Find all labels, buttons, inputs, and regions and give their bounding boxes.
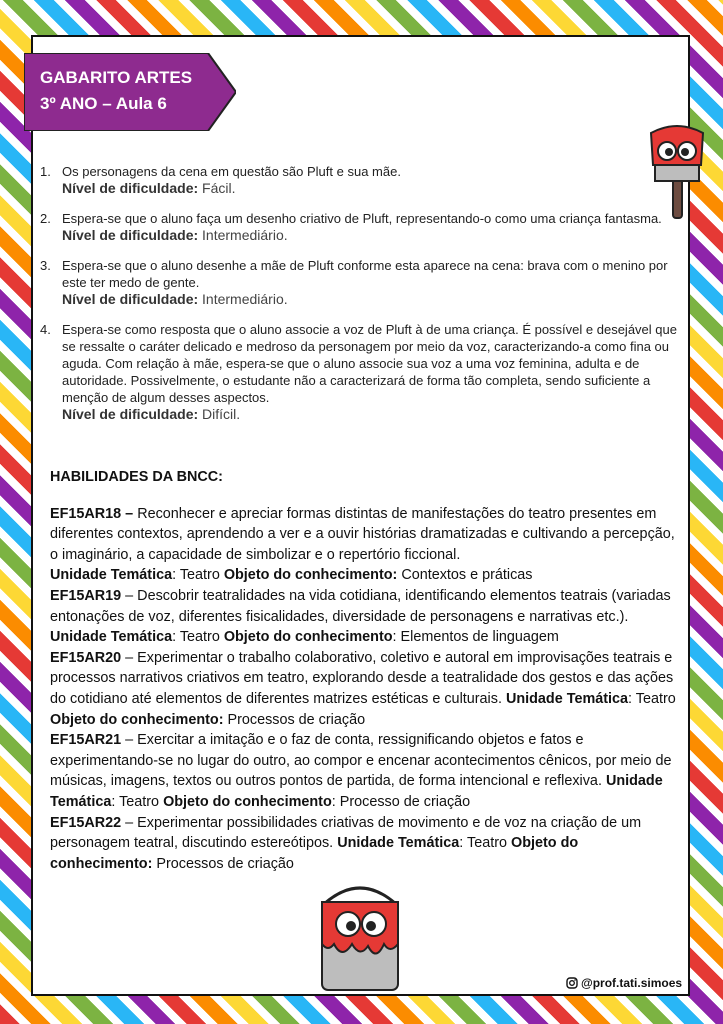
difficulty-value: Intermediário.	[202, 291, 288, 307]
object-label: Objeto do conhecimento	[50, 835, 579, 872]
skill-code: EF15AR19	[50, 587, 122, 604]
answer-number: 4.	[40, 322, 51, 337]
difficulty-value: Difícil.	[202, 406, 241, 422]
unit-label: Unidade Temática	[505, 690, 629, 707]
header-subtitle: 3º ANO – Aula 6	[40, 94, 167, 113]
skill-code: EF15AR22	[50, 814, 122, 831]
object-value: Elementos de linguagem	[396, 629, 559, 646]
footer-handle	[566, 976, 682, 990]
skill-ef15ar18	[50, 504, 678, 566]
skill-text: Reconhecer e apreciar formas distintas de manifestações do teatro presentes em diferentes contextos, aprendendo a ver e a ouvir histórias dramatizadas e cultivando a percepção, o imaginário, a capacidade de simbolizar e o repertório ficcional.	[50, 505, 675, 563]
unit-value: : Teatro	[459, 835, 512, 852]
unit-value: : Teatro	[172, 629, 224, 646]
unit-value: : Teatro	[172, 567, 224, 584]
bncc-skills-section	[50, 467, 678, 874]
paint-bucket-character-icon	[310, 882, 410, 997]
skill-code: EF15AR20	[50, 649, 122, 666]
difficulty-level	[62, 227, 685, 244]
object-label: Objeto do conhecimento	[163, 793, 332, 810]
answer-text: Espera-se como resposta que o aluno associe a voz de Pluft à de uma criança. É possível e desejável que se ressalte o caráter delicado e medroso da personagem por meio da voz, caracterizando-a como fina ou aguda. Com relação à mãe, espera-se que o aluno associe sua voz a uma voz feminina, adulta e de autoridade. Possivelmente, o estudante não a caracterizará de forma tão completa, sendo suficiente a menção de algum desses aspectos.	[62, 322, 677, 405]
answer-item	[40, 210, 685, 244]
object-value: Processos de criação	[152, 855, 294, 872]
skill-ef15ar21: EF15AR21 – Exercitar a imitação e o faz de conta, ressignificando objetos e fatos e experimentando-se no lugar do outro, ao compor e encenar acontecimentos cênicos, por meio de músicas, imagens, textos ou outros pontos de partida, de forma intencional e reflexiva. Unidade Temática: Teatro Objeto do conhecimento: Processo de criação	[50, 732, 672, 810]
object-value: Contextos e práticas	[397, 567, 533, 584]
difficulty-label: Nível de dificuldade:	[62, 406, 199, 422]
answers-list	[40, 163, 685, 436]
object-value: Processo de criação	[335, 793, 471, 810]
unit-value: : Teatro	[628, 690, 676, 707]
answer-item	[40, 257, 685, 308]
answer-item	[40, 163, 685, 197]
difficulty-value: Fácil.	[202, 180, 236, 196]
object-label: Objeto do conhecimento	[223, 629, 393, 646]
header-banner	[24, 53, 236, 131]
skill-text: – Experimentar o trabalho colaborativo, coletivo e autoral em improvisações teatrais e processos narrativos criativos em teatro, explorando desde a teatralidade dos gestos e das ações do cotidiano até elementos de diferentes matrizes estéticas e culturais.	[50, 649, 674, 707]
unit-label: Unidade Temática	[50, 629, 173, 646]
skill-ef15ar20: EF15AR20 – Experimentar o trabalho colaborativo, coletivo e autoral em improvisações teatrais e processos narrativos criativos em teatro, explorando desde a teatralidade dos gestos e das ações do cotidiano até elementos de diferentes matrizes estéticas e culturais. Unidade Temática: Teatro Objeto do conhecimento: Processos de criação	[50, 649, 676, 728]
answer-number: 1.	[40, 164, 51, 179]
instagram-icon	[566, 977, 578, 989]
answer-number: 2.	[40, 211, 51, 226]
difficulty-level	[62, 180, 685, 197]
difficulty-label: Nível de dificuldade:	[62, 180, 199, 196]
unit-label: Unidade Temática	[337, 835, 460, 852]
skill-ef15ar19: EF15AR19 – Descobrir teatralidades na vida cotidiana, identificando elementos teatrais (variadas entonações de voz, diferentes fisicalidades, diversidade de personagens e narrativas etc.). Unidade Temática: Teatro Objeto do conhecimento: Elementos de linguagem	[50, 587, 671, 646]
answer-item	[40, 321, 685, 423]
unit-value: : Teatro	[111, 793, 164, 810]
answer-number: 3.	[40, 258, 51, 273]
skill-code: EF15AR21	[50, 732, 122, 749]
difficulty-level	[62, 406, 685, 423]
unit-label: Unidade Temática	[50, 773, 663, 810]
skill-text: – Experimentar possibilidades criativas de movimento e de voz na criação de um personagem teatral, discutindo estereótipos.	[50, 814, 642, 852]
instagram-handle: @prof.tati.simoes	[581, 976, 683, 990]
difficulty-label: Nível de dificuldade:	[62, 227, 199, 243]
object-value: Processos de criação	[223, 711, 366, 728]
answer-text: Espera-se que o aluno faça um desenho criativo de Pluft, representando-o como uma criança fantasma.	[62, 211, 662, 226]
header-title: GABARITO ARTES	[40, 68, 193, 87]
difficulty-value: Intermediário.	[202, 227, 288, 243]
skill-code: EF15AR18 –	[50, 505, 134, 522]
skill-ef15ar22: EF15AR22 – Experimentar possibilidades criativas de movimento e de voz na criação de um personagem teatral, discutindo estereótipos. Unidade Temática: Teatro Objeto do conhecimento: Processos de criação	[50, 814, 642, 872]
skill-meta: Unidade Temática: Teatro Objeto do conhecimento: Contextos e práticas	[50, 567, 533, 584]
unit-label: Unidade Temática	[50, 567, 173, 584]
banner-shape	[24, 53, 236, 131]
bncc-title: HABILIDADES DA BNCC:	[50, 469, 223, 485]
difficulty-label: Nível de dificuldade:	[62, 291, 199, 307]
object-label: Objeto do conhecimento	[223, 567, 393, 584]
object-label: Objeto do conhecimento	[50, 711, 219, 728]
answer-text: Espera-se que o aluno desenhe a mãe de Pluft conforme esta aparece na cena: brava com o menino por este ter medo de gente.	[62, 258, 668, 290]
skill-text: – Exercitar a imitação e o faz de conta, ressignificando objetos e fatos e experimentando-se no lugar do outro, ao compor e encenar acontecimentos cênicos, por meio de músicas, imagens, textos ou outros pontos de partida, de forma intencional e reflexiva.	[50, 732, 672, 790]
answer-text: Os personagens da cena em questão são Pluft e sua mãe.	[62, 164, 401, 179]
skill-text: – Descobrir teatralidades na vida cotidiana, identificando elementos teatrais (variadas entonações de voz, diferentes fisicalidades, diversidade de personagens e narrativas etc.).	[50, 587, 671, 625]
difficulty-level	[62, 291, 685, 308]
